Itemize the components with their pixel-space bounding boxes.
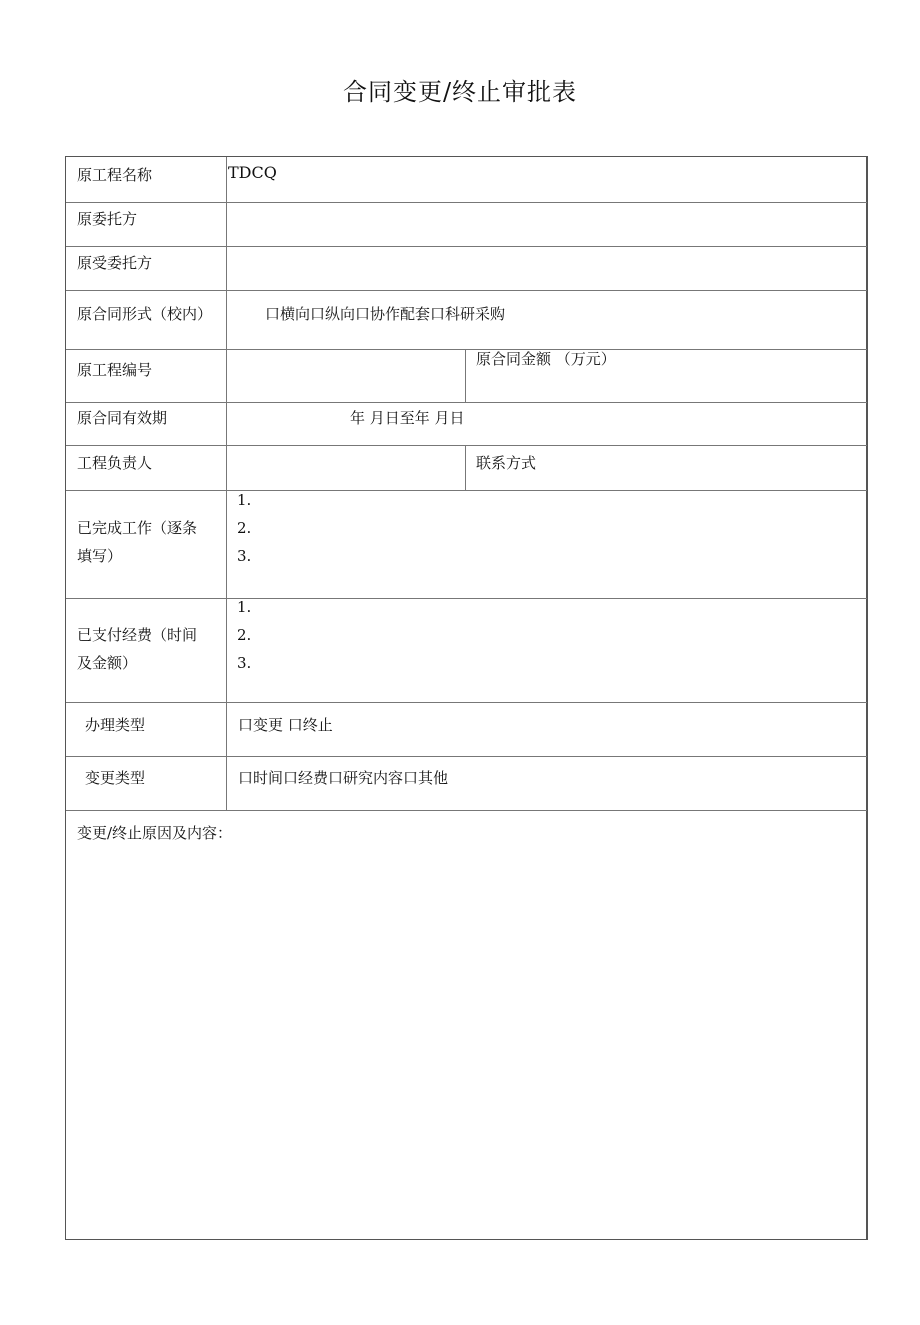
process-type-options[interactable]: 口变更 口终止 (238, 716, 333, 734)
change-type-label: 变更类型 (85, 769, 146, 787)
completed-work-item[interactable]: 1. (237, 491, 252, 509)
row-divider (66, 490, 867, 491)
row-divider (66, 756, 867, 757)
row-divider (66, 702, 867, 703)
row-divider (66, 290, 867, 291)
project-name-value: TDCQ (228, 163, 277, 182)
column-divider (226, 157, 227, 810)
contract-form-options[interactable]: 口横向口纵向口协作配套口科研采购 (265, 305, 506, 323)
row-divider (66, 402, 867, 403)
row-divider (66, 445, 867, 446)
paid-funds-label-line1: 已支付经费（时间 (77, 626, 198, 644)
contract-form-label: 原合同形式（校内） (77, 305, 213, 323)
contractor-field[interactable] (236, 253, 856, 283)
row-divider (66, 598, 867, 599)
client-label: 原委托方 (77, 210, 138, 228)
row-divider (66, 246, 867, 247)
document-title: 合同变更/终止审批表 (342, 78, 578, 106)
project-number-field[interactable] (236, 360, 456, 390)
contractor-label: 原受委托方 (77, 254, 153, 272)
project-name-label: 原工程名称 (77, 166, 153, 184)
paid-funds-label-line2: 及金额） (77, 654, 138, 672)
contract-amount-label: 原合同金额 （万元） (476, 350, 616, 368)
project-leader-field[interactable] (236, 453, 456, 483)
column-divider (465, 445, 466, 490)
column-divider (465, 349, 466, 402)
row-divider (66, 202, 867, 203)
completed-work-label-line2: 填写） (77, 547, 123, 565)
row-divider (66, 349, 867, 350)
reason-label: 变更/终止原因及内容： (77, 824, 233, 842)
project-number-label: 原工程编号 (77, 361, 153, 379)
change-type-options[interactable]: 口时间口经费口研究内容口其他 (238, 769, 449, 787)
validity-label: 原合同有效期 (77, 409, 168, 427)
reason-textarea[interactable] (77, 849, 857, 1229)
paid-funds-item[interactable]: 3. (237, 654, 252, 672)
approval-form (65, 156, 868, 1240)
row-divider (66, 810, 867, 811)
client-field[interactable] (236, 209, 856, 239)
validity-value[interactable]: 年 月日至年 月日 (350, 409, 465, 427)
contact-label: 联系方式 (476, 454, 537, 472)
completed-work-item[interactable]: 2. (237, 519, 252, 537)
project-leader-label: 工程负责人 (77, 454, 153, 472)
paid-funds-item[interactable]: 2. (237, 626, 252, 644)
completed-work-label-line1: 已完成工作（逐条 (77, 519, 198, 537)
process-type-label: 办理类型 (85, 716, 146, 734)
completed-work-item[interactable]: 3. (237, 547, 252, 565)
paid-funds-item[interactable]: 1. (237, 598, 252, 616)
